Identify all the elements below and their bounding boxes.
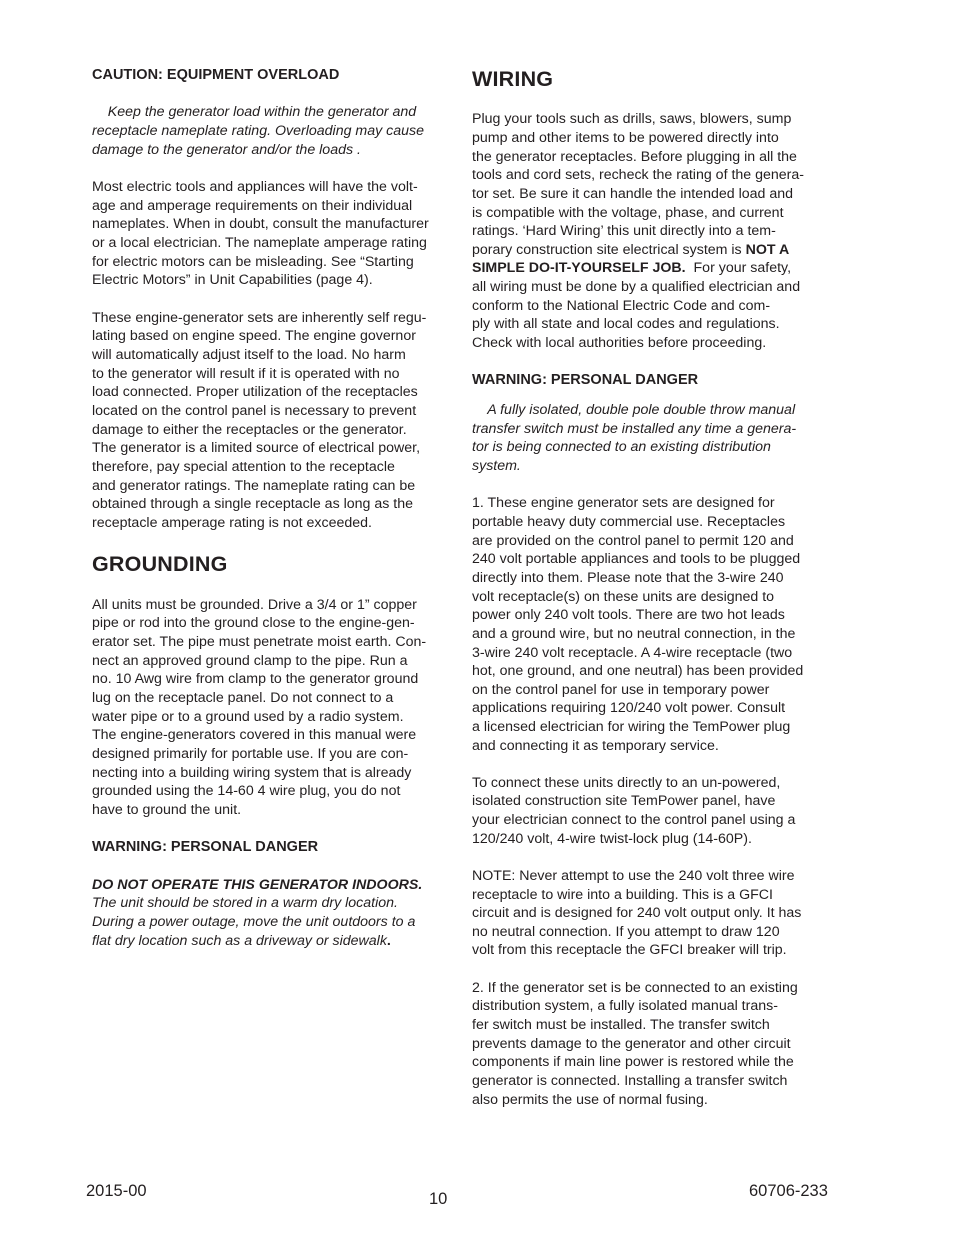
- warning-heading: WARNING: PERSONAL DANGER: [472, 372, 699, 388]
- grounding-heading: GROUNDING: [92, 552, 228, 576]
- text-line: isolated construction site TemPower panel, have: [472, 793, 776, 809]
- text-line: 2. If the generator set is be connected to an existing: [472, 980, 798, 996]
- text-line: prevents damage to the generator and other circuit: [472, 1036, 791, 1052]
- text-line: grounded using the 14-60 4 wire plug, you do not: [92, 783, 401, 799]
- text-line: conform to the National Electric Code and com-: [472, 298, 771, 314]
- warning-heading: WARNING: PERSONAL DANGER: [92, 839, 319, 855]
- text-line: Check with local authorities before proceeding.: [472, 335, 767, 351]
- text-line: ply with all state and local codes and regulations.: [472, 316, 780, 332]
- footer-date: 2015-00: [86, 1182, 147, 1200]
- text-line: generator is connected. Installing a transfer switch: [472, 1073, 788, 1089]
- text-line: pipe or rod into the ground close to the engine-gen-: [92, 615, 415, 631]
- caution-heading: CAUTION: EQUIPMENT OVERLOAD: [92, 67, 340, 83]
- text-line: will automatically adjust itself to the load. No harm: [92, 347, 406, 363]
- text-line: directly into them. Please note that the 3-wire 240: [472, 570, 784, 586]
- text-line: or a local electrician. The nameplate amperage rating: [92, 235, 427, 251]
- text-line: applications requiring 120/240 volt power. Consult: [472, 700, 786, 716]
- warning-line: The unit should be stored in a warm dry location.: [92, 895, 398, 911]
- text-line: on the control panel for use in temporary power: [472, 682, 770, 698]
- warning-line: [92, 932, 391, 951]
- caution-line: Keep the generator load within the generator and: [92, 104, 417, 120]
- text-line: and generator ratings. The nameplate rating can be: [92, 478, 416, 494]
- text-line: Electric Motors” in Unit Capabilities (page 4).: [92, 272, 373, 288]
- text-line: These engine-generator sets are inherently self regu-: [92, 310, 427, 326]
- text-line: circuit and is designed for 240 volt output only. It has: [472, 905, 802, 921]
- emphasis-text: NOT A: [745, 242, 790, 258]
- text-line: The generator is a limited source of electrical power,: [92, 440, 421, 456]
- text-line: power only 240 volt tools. There are two hot leads: [472, 607, 785, 623]
- text-line: tools and cord sets, recheck the rating of the genera-: [472, 167, 805, 183]
- text-line: [472, 241, 789, 260]
- text-line: All units must be grounded. Drive a 3/4 or 1” copper: [92, 597, 417, 613]
- text-line: is compatible with the voltage, phase, and current: [472, 205, 784, 221]
- text-line: Plug your tools such as drills, saws, blowers, sump: [472, 111, 792, 127]
- text-segment: porary construction site electrical system is: [472, 242, 746, 258]
- text-line: The engine-generators covered in this manual were: [92, 727, 417, 743]
- text-line: 3-wire 240 volt receptacle. A 4-wire receptacle (two: [472, 645, 793, 661]
- text-line: water pipe or to a ground used by a radio system.: [92, 709, 404, 725]
- warning-line: transfer switch must be installed any time a genera-: [472, 421, 797, 437]
- text-line: load connected. Proper utilization of the receptacles: [92, 384, 418, 400]
- text-line: volt from this receptacle the GFCI breaker will trip.: [472, 942, 787, 958]
- text-line: components if main line power is restored while the: [472, 1054, 794, 1070]
- text-line: for electric motors can be misleading. See “Starting: [92, 254, 414, 270]
- caution-line: damage to the generator and/or the loads .: [92, 142, 361, 158]
- warning-line: During a power outage, move the unit outdoors to a: [92, 914, 416, 930]
- text-line: receptacle to wire into a building. This is a GFCI: [472, 887, 773, 903]
- text-line: hot, one ground, and one neutral) has been provided: [472, 663, 804, 679]
- text-line: and a ground wire, but no neutral connection, in the: [472, 626, 796, 642]
- text-line: the generator receptacles. Before plugging in all the: [472, 149, 797, 165]
- caution-line: receptacle nameplate rating. Overloading may cause: [92, 123, 425, 139]
- text-line: all wiring must be done by a qualified electrician and: [472, 279, 801, 295]
- warning-line-text: flat dry location such as a driveway or sidewalk: [92, 933, 387, 949]
- text-line: have to ground the unit.: [92, 802, 242, 818]
- warning-line: tor is being connected to an existing distribution: [472, 439, 771, 455]
- text-line: no neutral connection. If you attempt to draw 120: [472, 924, 780, 940]
- warning-line: system.: [472, 458, 521, 474]
- warning-line: A fully isolated, double pole double throw manual: [472, 402, 796, 418]
- text-line: lug on the receptacle panel. Do not connect to a: [92, 690, 394, 706]
- text-line: Most electric tools and appliances will have the volt-: [92, 179, 418, 195]
- warning-bold-line: DO NOT OPERATE THIS GENERATOR INDOORS.: [92, 877, 423, 893]
- wiring-heading: WIRING: [472, 67, 554, 91]
- text-line: to the generator will result if it is operated with no: [92, 366, 400, 382]
- text-line: fer switch must be installed. The transfer switch: [472, 1017, 770, 1033]
- text-line: also permits the use of normal fusing.: [472, 1092, 708, 1108]
- text-line: are provided on the control panel to permit 120 and: [472, 533, 794, 549]
- text-line: nect an approved ground clamp to the pipe. Run a: [92, 653, 408, 669]
- text-line: ratings. ‘Hard Wiring’ this unit directly into a tem-: [472, 223, 776, 239]
- text-line: [472, 259, 791, 278]
- text-line: age and amperage requirements on their individual: [92, 198, 413, 214]
- warning-line-period: .: [386, 933, 391, 949]
- text-line: To connect these units directly to an un-powered,: [472, 775, 781, 791]
- text-line: designed primarily for portable use. If you are con-: [92, 746, 409, 762]
- text-line: erator set. The pipe must penetrate moist earth. Con-: [92, 634, 427, 650]
- text-line: located on the control panel is necessary to prevent: [92, 403, 417, 419]
- text-line: distribution system, a fully isolated manual trans-: [472, 998, 778, 1014]
- text-line: damage to either the receptacles or the generator.: [92, 422, 407, 438]
- text-line: NOTE: Never attempt to use the 240 volt three wire: [472, 868, 795, 884]
- text-line: necting into a building wiring system that is already: [92, 765, 412, 781]
- text-segment: For your safety,: [685, 260, 792, 276]
- text-line: a licensed electrician for wiring the TemPower plug: [472, 719, 791, 735]
- text-line: volt receptacle(s) on these units are designed to: [472, 589, 775, 605]
- emphasis-text: SIMPLE DO-IT-YOURSELF JOB.: [472, 260, 686, 276]
- text-line: nameplates. When in doubt, consult the manufacturer: [92, 216, 429, 232]
- page-number: 10: [429, 1190, 448, 1208]
- text-line: lating based on engine speed. The engine governor: [92, 328, 416, 344]
- text-line: 120/240 volt, 4-wire twist-lock plug (14-60P).: [472, 831, 752, 847]
- text-line: receptacle amperage rating is not exceeded.: [92, 515, 372, 531]
- text-line: 240 volt portable appliances and tools to be plugged: [472, 551, 801, 567]
- text-line: pump and other items to be powered directly into: [472, 130, 779, 146]
- footer-part-number: 60706-233: [749, 1182, 828, 1200]
- text-line: your electrician connect to the control panel using a: [472, 812, 796, 828]
- text-line: portable heavy duty commercial use. Receptacles: [472, 514, 786, 530]
- text-line: therefore, pay special attention to the receptacle: [92, 459, 395, 475]
- text-line: and connecting it as temporary service.: [472, 738, 719, 754]
- text-line: obtained through a single receptacle as long as the: [92, 496, 414, 512]
- text-line: 1. These engine generator sets are designed for: [472, 495, 775, 511]
- text-line: no. 10 Awg wire from clamp to the generator ground: [92, 671, 419, 687]
- text-line: tor set. Be sure it can handle the intended load and: [472, 186, 794, 202]
